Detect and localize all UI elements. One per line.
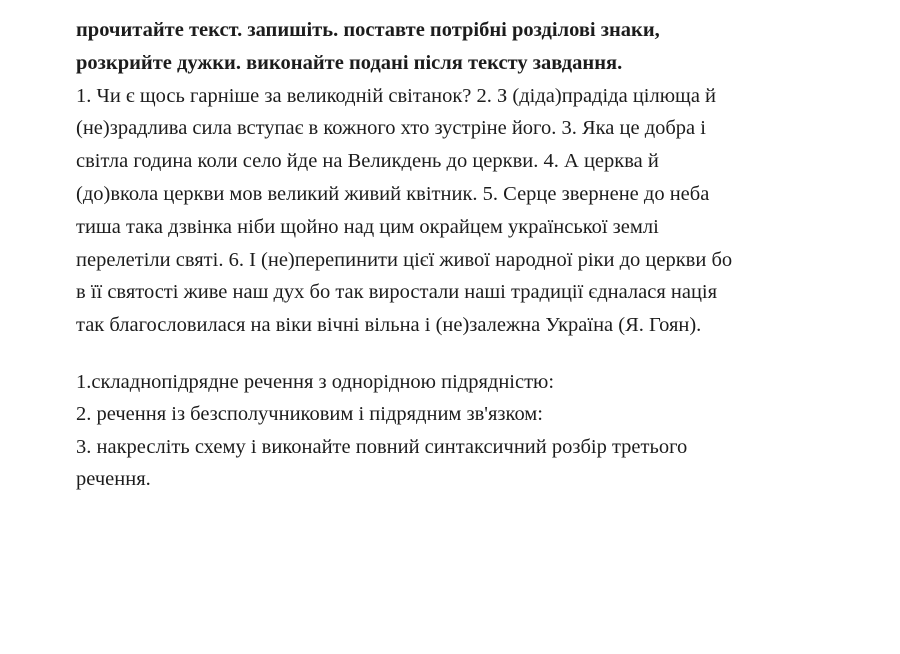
text-line: 1. Чи є щось гарніше за великодній світанок? 2. З (діда)прадіда цілюща й <box>76 84 717 107</box>
instruction-heading <box>76 14 876 80</box>
text-line: тиша така дзвінка ніби щойно над цим окрайцем української землі <box>76 215 659 238</box>
exercise-text <box>76 80 876 342</box>
text-line: в її святості живе наш дух бо так виростали наші традиції єдналася нація <box>76 281 718 304</box>
text-line: (не)зрадлива сила вступає в кожного хто зустріне його. 3. Яка це добра і <box>76 117 706 140</box>
document-page <box>76 14 876 496</box>
text-line: світла година коли село йде на Великдень до церкви. 4. А церква й <box>76 150 659 173</box>
task-list <box>76 366 876 496</box>
task-item: 1.складнопідрядне речення з однорідною підрядністю: <box>76 370 555 393</box>
text-line: так благословилася на віки вічні вільна і (не)залежна Україна (Я. Гоян). <box>76 314 702 337</box>
text-line: перелетіли святі. 6. І (не)перепинити цієї живої народної ріки до церкви бо <box>76 248 733 271</box>
text-line: (до)вкола церкви мов великий живий квітник. 5. Серце звернене до неба <box>76 182 710 205</box>
task-item: 2. речення із безсполучниковим і підрядним зв'язком: <box>76 403 543 426</box>
task-item: 3. накресліть схему і виконайте повний синтаксичний розбір третього <box>76 435 688 458</box>
task-item-continuation: речення. <box>76 468 151 491</box>
instruction-line: розкрийте дужки. виконайте подані після тексту завдання. <box>76 51 623 74</box>
instruction-line: прочитайте текст. запишіть. поставте потрібні розділові знаки, <box>76 19 660 41</box>
